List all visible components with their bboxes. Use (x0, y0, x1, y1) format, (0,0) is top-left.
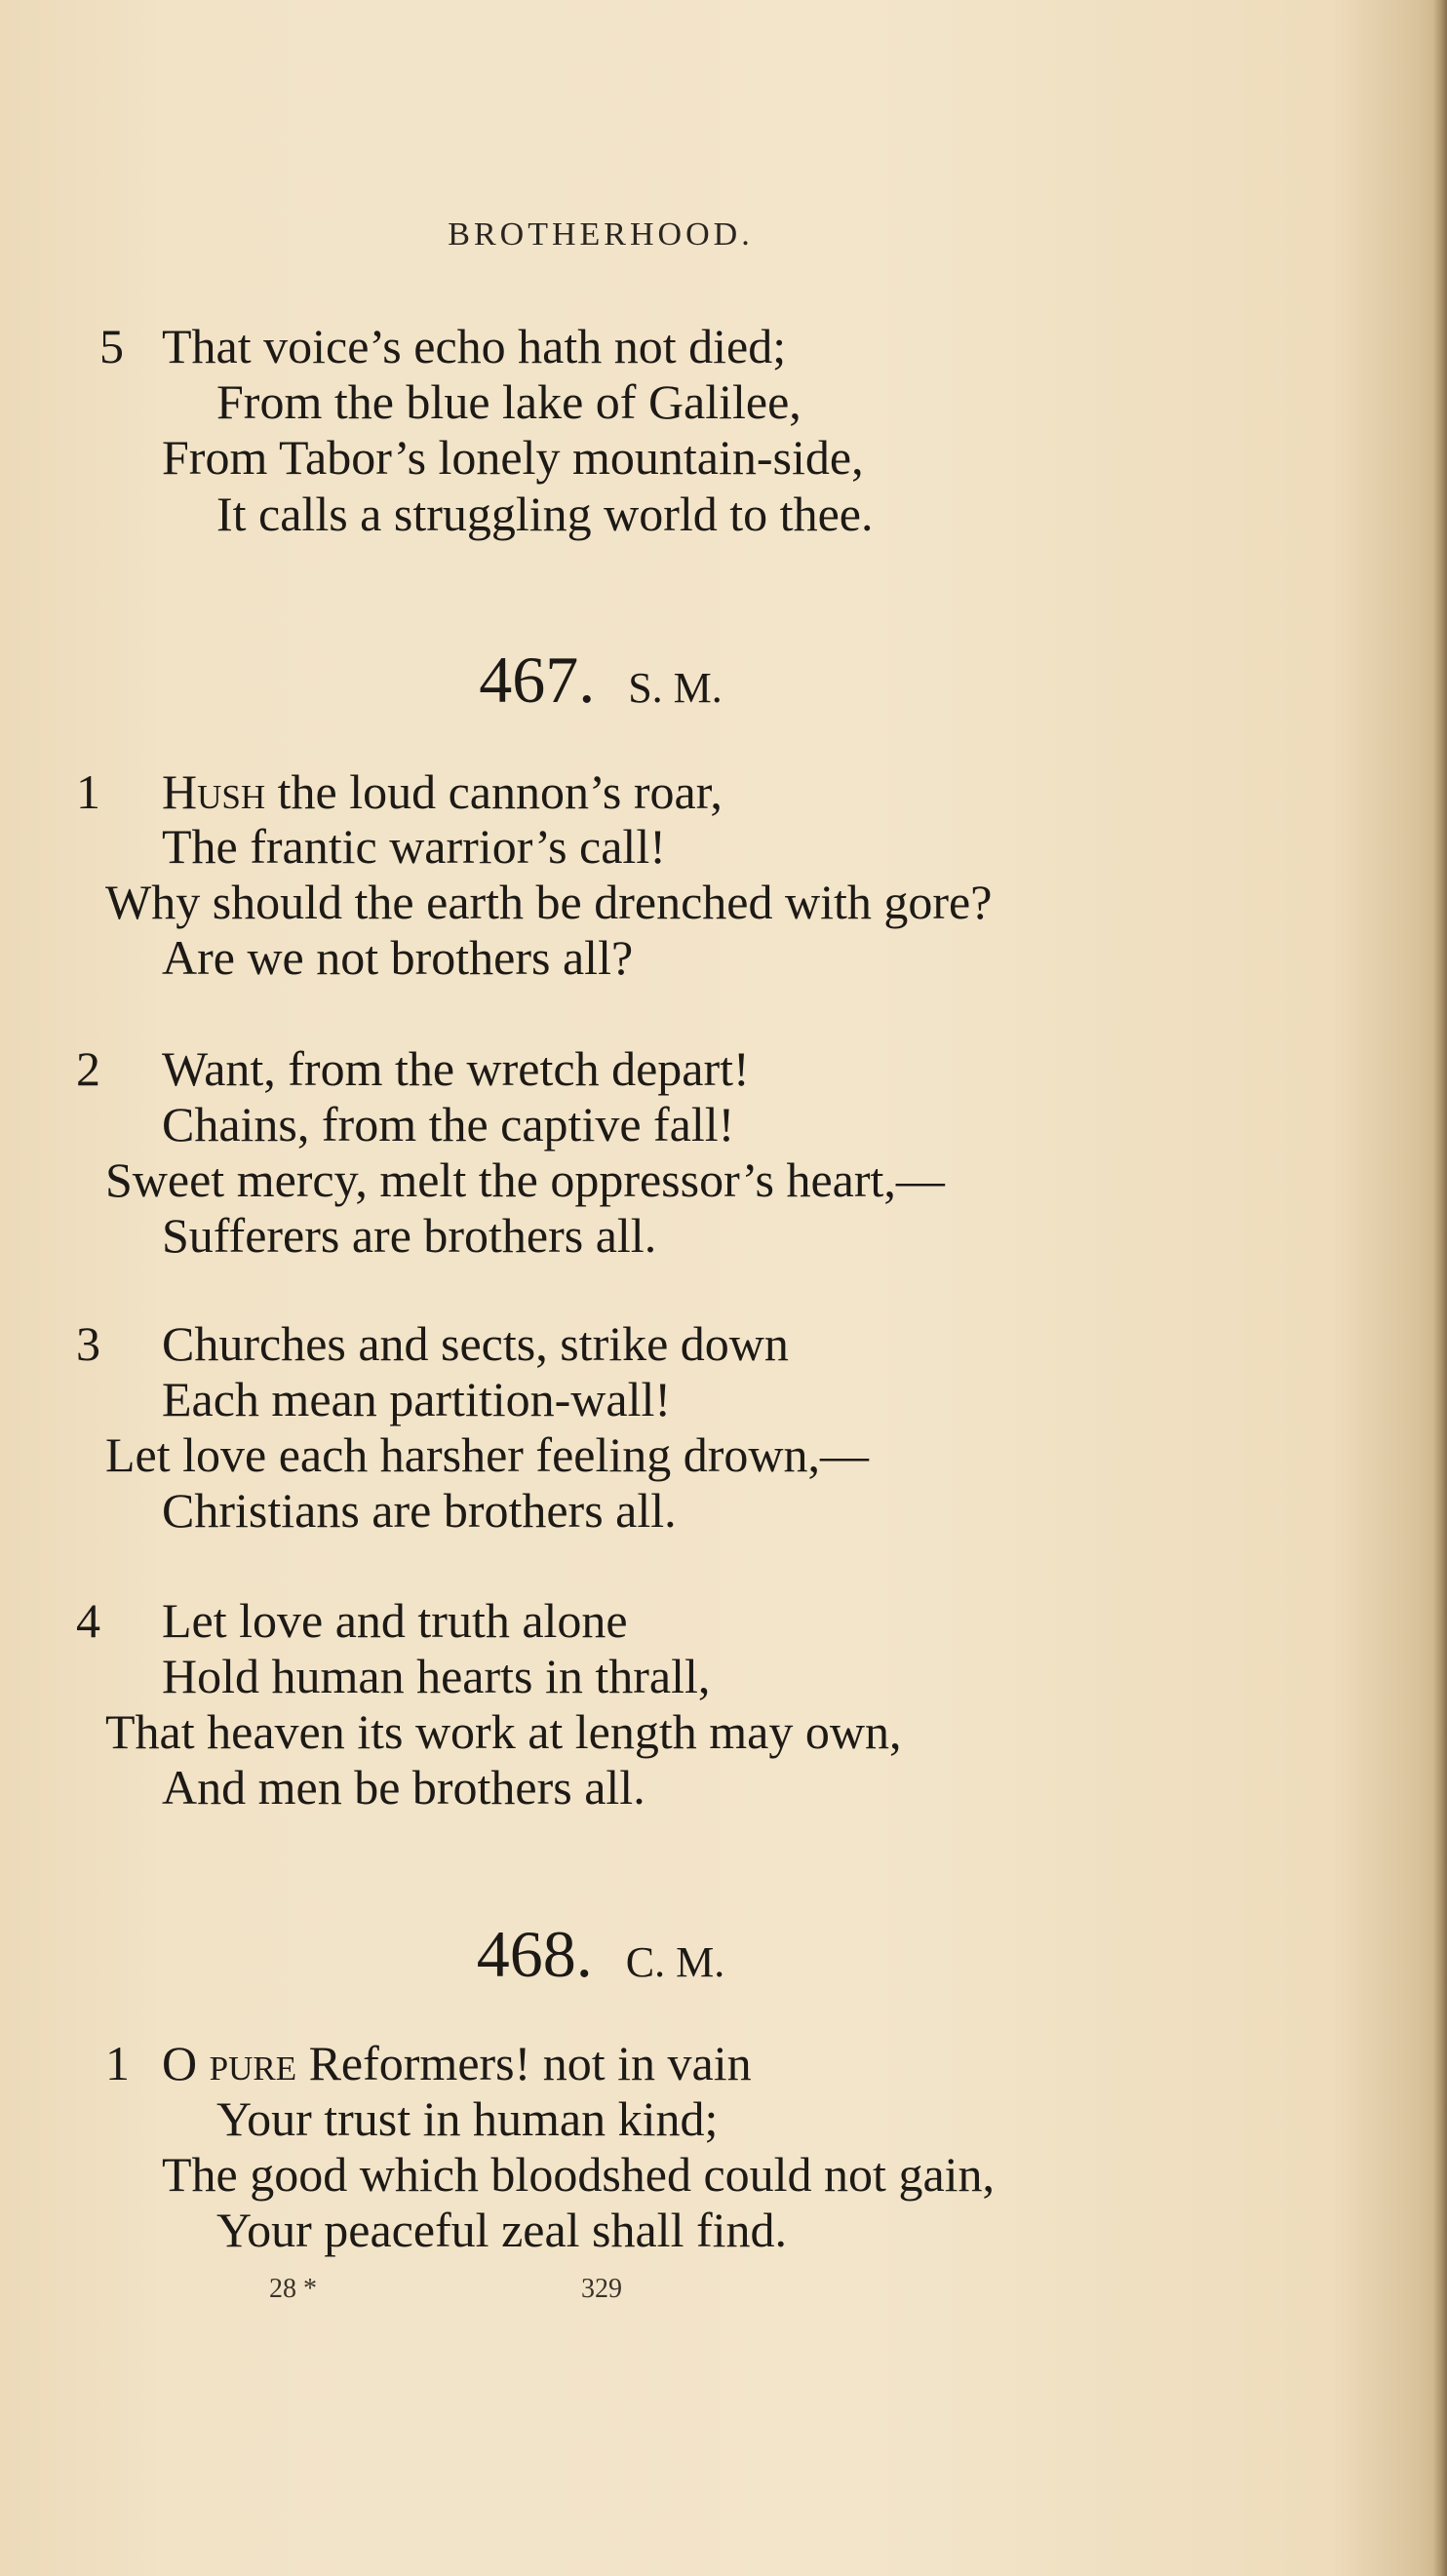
hymn-heading (0, 642, 1201, 719)
signature-mark: 28 * (269, 2274, 317, 2304)
page-number: 329 (581, 2274, 622, 2304)
verse-line: It calls a struggling world to thee. (216, 487, 874, 541)
verse-line: Hold human hearts in thrall, (162, 1649, 711, 1703)
verse-line: Sufferers are brothers all. (162, 1208, 657, 1263)
verse-line: Are we not brothers all? (162, 930, 634, 985)
verse-line: Let love and truth alone (162, 1593, 628, 1648)
first-line-rest: the loud cannon’s roar, (265, 764, 723, 819)
verse-number: 5 (99, 319, 124, 373)
hymn-heading (0, 1916, 1201, 1993)
first-line-rest: Reformers! not in vain (296, 2036, 752, 2090)
verse-line: Sweet mercy, melt the oppressor’s heart,— (105, 1152, 945, 1207)
verse-line: That heaven its work at length may own, (105, 1704, 902, 1759)
verse-line: Each mean partition-wall! (162, 1372, 671, 1426)
hymn-meter: C. M. (625, 1938, 725, 1986)
hymn-number: 468. (476, 1917, 593, 1991)
running-head: BROTHERHOOD. (448, 216, 754, 253)
verse-line: Let love each harsher feeling drown,— (105, 1427, 870, 1482)
verse-number: 4 (76, 1593, 100, 1648)
verse-line: Your trust in human kind; (216, 2091, 719, 2146)
verse-line: And men be brothers all. (162, 1760, 645, 1815)
verse-number: 3 (76, 1316, 100, 1371)
verse-line: The frantic warrior’s call! (162, 819, 666, 874)
verse-line: From the blue lake of Galilee, (216, 374, 802, 429)
verse-line (162, 764, 723, 819)
verse-line: Chains, from the captive fall! (162, 1097, 735, 1151)
verse-line (162, 2036, 752, 2090)
verse-line: Want, from the wretch depart! (162, 1041, 750, 1096)
page-edge (1433, 0, 1447, 2576)
verse-number: 1 (76, 764, 100, 819)
verse-line: Why should the earth be drenched with gore? (105, 875, 993, 929)
first-word: Hush (162, 764, 266, 819)
verse-line: The good which bloodshed could not gain, (162, 2147, 996, 2202)
verse-line: Churches and sects, strike down (162, 1316, 789, 1371)
verse-number: 2 (76, 1041, 100, 1096)
verse-line: That voice’s echo hath not died; (162, 319, 787, 373)
verse-line: Your peaceful zeal shall find. (216, 2203, 788, 2257)
hymn-number: 467. (479, 643, 596, 717)
verse-line: From Tabor’s lonely mountain-side, (162, 430, 864, 485)
verse-line: Christians are brothers all. (162, 1483, 677, 1538)
first-word: O pure (162, 2036, 297, 2090)
verse-number: 1 (105, 2036, 130, 2090)
hymn-meter: S. M. (628, 664, 723, 712)
